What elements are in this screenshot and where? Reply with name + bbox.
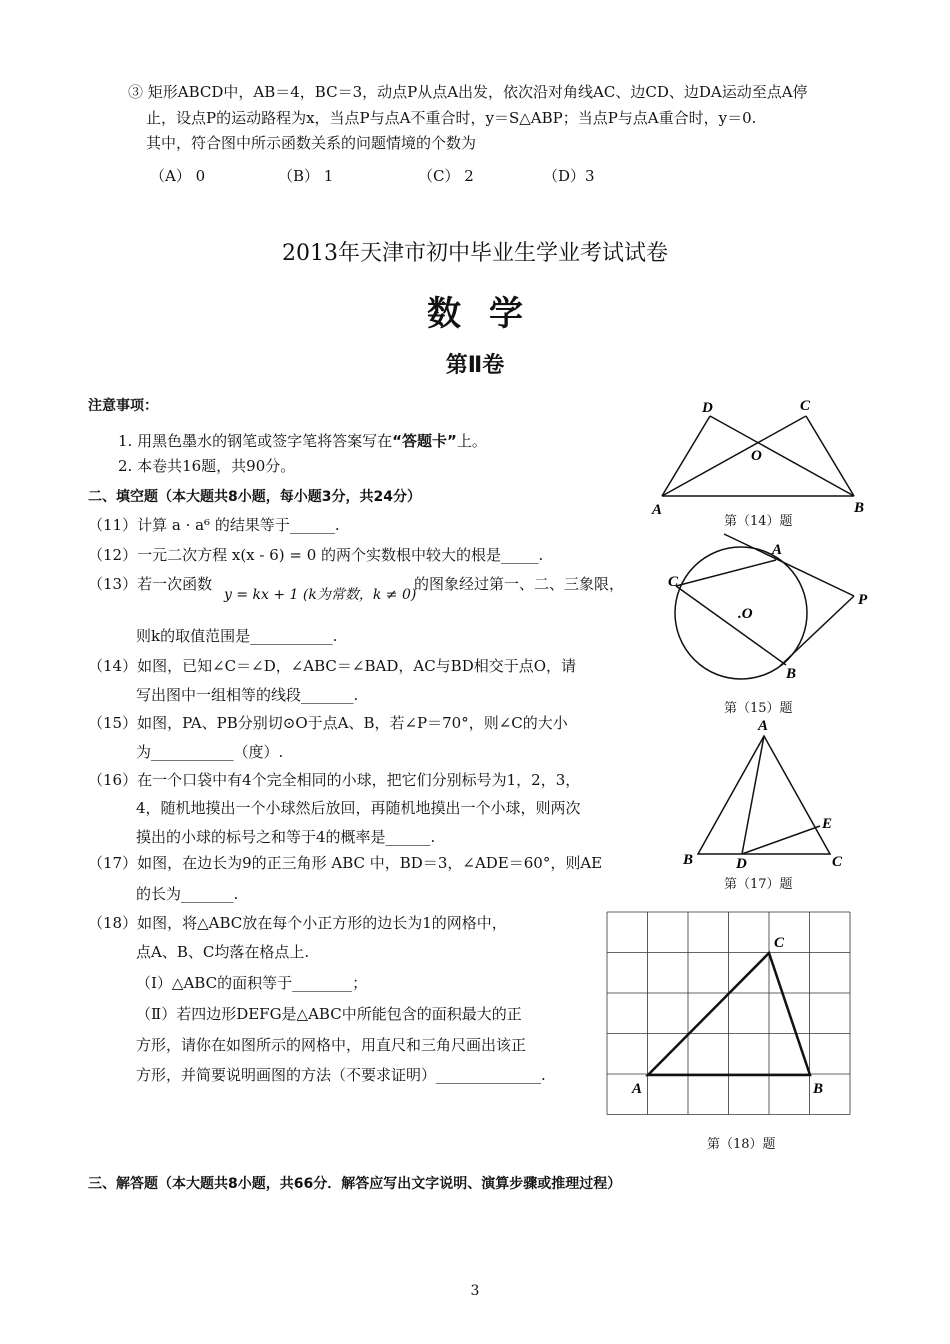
- tangent-pa: [724, 534, 854, 596]
- label-a: A: [772, 542, 783, 558]
- q18-c: （Ⅰ）△ABC的面积等于________；: [136, 974, 368, 992]
- caption-17: 第（17）题: [724, 877, 793, 892]
- q18-a: （18）如图，将△ABC放在每个小正方形的边长为1的网格中，: [88, 914, 507, 932]
- label-b: B: [786, 666, 797, 682]
- segment-db: [710, 416, 854, 496]
- q3-line2: 止，设点P的运动路程为x，当点P与点A不重合时，y＝S△ABP；当点P与点A重合时，y＝0.: [146, 109, 757, 127]
- chord-ca: [676, 560, 776, 586]
- label-a: A: [758, 718, 769, 734]
- q18-b: 点A、B、C均落在格点上.: [136, 943, 310, 961]
- label-b: B: [683, 852, 694, 868]
- section3-heading: 三、解答题（本大题共8小题，共66分．解答应写出文字说明、演算步骤或推理过程）: [88, 1176, 622, 1192]
- label-b: B: [854, 500, 865, 516]
- q13-b: 的图象经过第一、二、三象限，: [414, 575, 625, 593]
- notes-item2: 2. 本卷共16题，共90分。: [118, 457, 296, 475]
- q15-b: 为___________（度）.: [136, 743, 284, 761]
- q17-b: 的长为_______.: [136, 885, 239, 903]
- label-a: A: [632, 1081, 643, 1097]
- notes-item1-prefix: 1. 用黑色墨水的钢笔或签字笔将答案写在: [118, 432, 393, 450]
- segment-de: [742, 826, 820, 854]
- volume-title: 第Ⅱ卷: [445, 353, 505, 378]
- choice-b: （B） 1: [278, 167, 334, 185]
- figure-15: [666, 534, 886, 684]
- q13-formula: y = kx + 1 (k为常数，k ≠ 0): [224, 587, 417, 603]
- figure-17: [680, 714, 860, 874]
- label-b: B: [813, 1081, 824, 1097]
- segment-ac: [662, 416, 806, 496]
- page-number: 3: [470, 1283, 480, 1299]
- segment-cb: [806, 416, 854, 496]
- label-o: .O: [738, 606, 753, 622]
- choice-a: （A） 0: [150, 167, 206, 185]
- label-c: C: [668, 574, 679, 590]
- label-c: C: [832, 854, 843, 870]
- label-d: D: [702, 400, 713, 416]
- label-d: D: [736, 856, 747, 872]
- subject-title: 数学: [427, 294, 551, 334]
- section2-heading: 二、填空题（本大题共8小题，每小题3分，共24分）: [88, 489, 421, 505]
- q13-a: （13）若一次函数: [88, 575, 213, 593]
- chord-cb: [676, 586, 786, 665]
- label-c: C: [774, 935, 785, 951]
- segment-ad: [742, 736, 764, 854]
- choice-d: （D）3: [543, 167, 595, 185]
- q14-a: （14）如图，已知∠C＝∠D，∠ABC＝∠BAD，AC与BD相交于点O，请: [88, 657, 577, 675]
- q3-line1: ③ 矩形ABCD中，AB＝4，BC＝3，动点P从点A出发，依次沿对角线AC、边CD、边DA运动至点A停: [128, 83, 808, 101]
- q13-c: 则k的取值范围是___________.: [136, 627, 338, 645]
- notes-heading: 注意事项：: [88, 398, 158, 414]
- q12: （12）一元二次方程 x(x - 6) = 0 的两个实数根中较大的根是_____.: [88, 546, 544, 564]
- label-a: A: [652, 502, 663, 518]
- triangle-abc: [698, 736, 833, 854]
- q11: （11）计算 a · a⁶ 的结果等于______.: [88, 516, 340, 534]
- segment-ad: [662, 416, 710, 496]
- label-p: P: [858, 592, 868, 608]
- caption-18: 第（18）题: [707, 1137, 776, 1152]
- notes-item1-suffix: 上。: [456, 432, 487, 450]
- q3-line3: 其中，符合图中所示函数关系的问题情境的个数为: [146, 134, 477, 152]
- q16-b: 4，随机地摸出一个小球然后放回，再随机地摸出一个小球，则两次: [136, 799, 581, 817]
- notes-item1-bold: “答题卡”: [392, 432, 457, 450]
- q15-a: （15）如图，PA、PB分别切⊙O于点A、B，若∠P＝70°，则∠C的大小: [88, 714, 568, 732]
- choice-c: （C） 2: [418, 167, 474, 185]
- label-c: C: [800, 398, 811, 414]
- figure-14: [650, 396, 890, 521]
- figure-18: [600, 905, 860, 1125]
- caption-14: 第（14）题: [724, 514, 793, 529]
- q18-d: （Ⅱ）若四边形DEFG是△ABC中所能包含的面积最大的正: [136, 1005, 522, 1023]
- exam-title: 2013年天津市初中毕业生学业考试试卷: [282, 241, 668, 266]
- q16-c: 摸出的小球的标号之和等于4的概率是______.: [136, 828, 436, 846]
- q14-b: 写出图中一组相等的线段_______.: [136, 686, 359, 704]
- label-o: O: [751, 448, 762, 464]
- q16-a: （16）在一个口袋中有4个完全相同的小球，把它们分别标号为1，2，3，: [88, 771, 581, 789]
- notes-item1: [118, 431, 487, 451]
- q18-f: 方形，并简要说明画图的方法（不要求证明）______________.: [136, 1066, 546, 1084]
- tangent-pb: [780, 596, 854, 666]
- q17-a: （17）如图，在边长为9的正三角形 ABC 中，BD＝3，∠ADE＝60°，则AE: [88, 854, 603, 872]
- caption-15: 第（15）题: [724, 701, 793, 716]
- triangle-abc: [648, 953, 810, 1075]
- label-e: E: [822, 816, 833, 832]
- q18-e: 方形，请你在如图所示的网格中，用直尺和三角尺画出该正: [136, 1036, 527, 1054]
